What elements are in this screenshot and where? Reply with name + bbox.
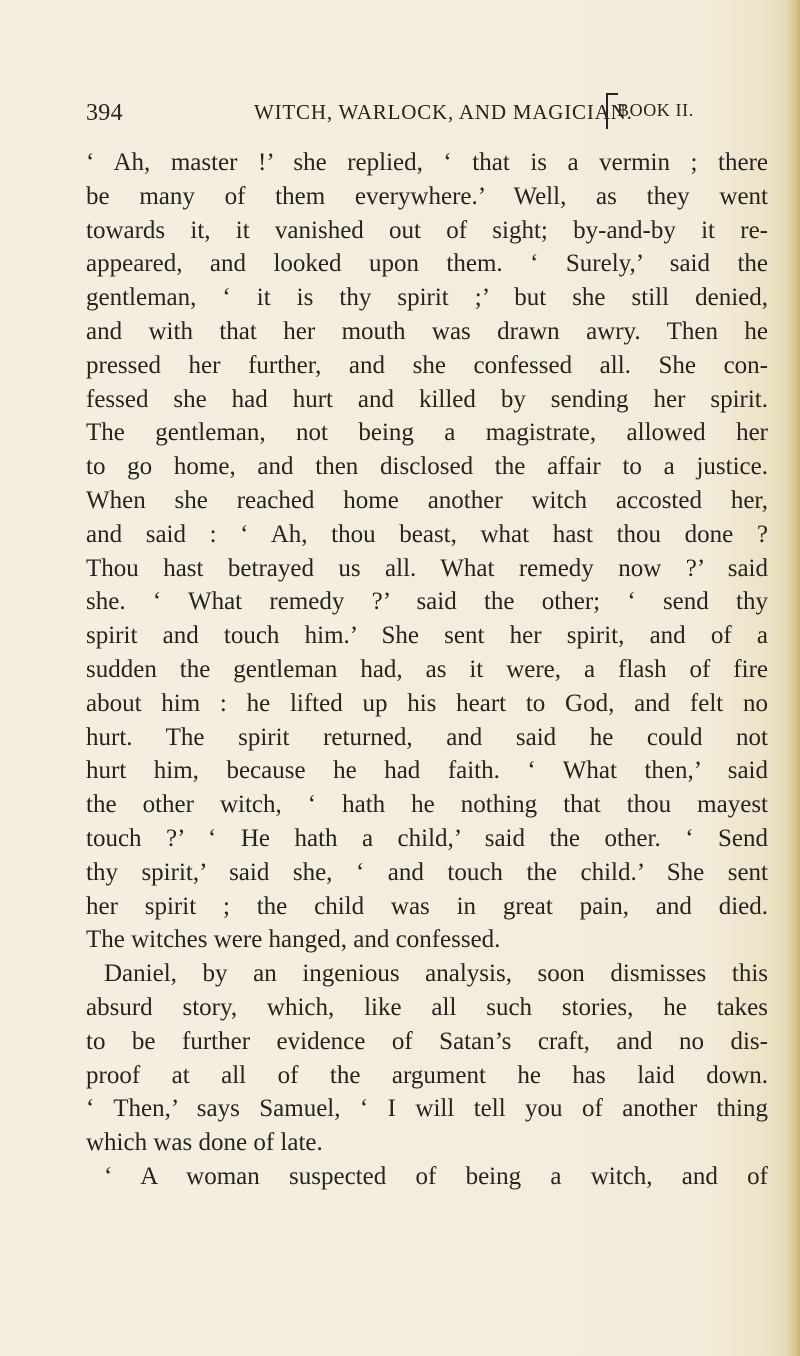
text-line: hurt. The spirit returned, and said he could not [86, 723, 768, 751]
text-line: she. ‘ What remedy ?’ said the other; ‘ send thy [86, 588, 768, 616]
text-line: gentleman, ‘ it is thy spirit ;’ but she still denied, [86, 284, 768, 312]
text-line: and with that her mouth was drawn awry. Then he [86, 317, 768, 345]
body-text [86, 146, 768, 1194]
text-line: hurt him, because he had faith. ‘ What then,’ said [86, 757, 768, 785]
text-line: ‘ Ah, master !’ she replied, ‘ that is a vermin ; there [86, 149, 768, 176]
text-line: be many of them everywhere.’ Well, as they went [86, 182, 768, 210]
running-head [86, 96, 768, 132]
text-line: her spirit ; the child was in great pain, and died. [86, 892, 768, 920]
page-number: 394 [86, 100, 123, 126]
text-line: proof at all of the argument he has laid down. [86, 1061, 768, 1089]
book-label: BOOK II. [617, 100, 694, 120]
text-line: The witches were hanged, and confessed. [86, 926, 501, 954]
text-line: the other witch, ‘ hath he nothing that thou mayest [86, 791, 768, 819]
text-line: which was done of late. [86, 1129, 323, 1157]
text-line: thy spirit,’ said she, ‘ and touch the child.’ She sent [86, 858, 768, 886]
text-line: spirit and touch him.’ She sent her spirit, and of a [86, 622, 768, 650]
text-line: touch ?’ ‘ He hath a child,’ said the other. ‘ Send [86, 824, 768, 852]
text-line: fessed she had hurt and killed by sending her spirit. [86, 385, 768, 413]
page-edge-shading [786, 0, 800, 1356]
text-line: Thou hast betrayed us all. What remedy now ?’ said [86, 554, 768, 582]
text-line: and said : ‘ Ah, thou beast, what hast thou done ? [86, 520, 768, 548]
text-line: ‘ Then,’ says Samuel, ‘ I will tell you of another thing [86, 1095, 768, 1123]
text-line: Daniel, by an ingenious analysis, soon dismisses this [104, 960, 768, 988]
text-line: ‘ A woman suspected of being a witch, and of [104, 1162, 768, 1190]
text-line: absurd story, which, like all such stories, he takes [86, 993, 768, 1021]
text-line: to go home, and then disclosed the affair to a justice. [86, 453, 768, 481]
text-line: appeared, and looked upon them. ‘ Surely,’ said the [86, 250, 768, 278]
text-line: When she reached home another witch accosted her, [86, 486, 768, 514]
running-title: WITCH, WARLOCK, AND MAGICIAN. [254, 100, 633, 124]
text-line: about him : he lifted up his heart to God, and felt no [86, 689, 768, 717]
text-line: The gentleman, not being a magistrate, allowed her [86, 419, 768, 447]
text-line: sudden the gentleman had, as it were, a flash of fire [86, 655, 768, 683]
text-line: to be further evidence of Satan’s craft, and no dis- [86, 1027, 768, 1055]
text-line: pressed her further, and she confessed all. She con- [86, 351, 768, 379]
text-line: towards it, it vanished out of sight; by-and-by it re- [86, 216, 768, 244]
